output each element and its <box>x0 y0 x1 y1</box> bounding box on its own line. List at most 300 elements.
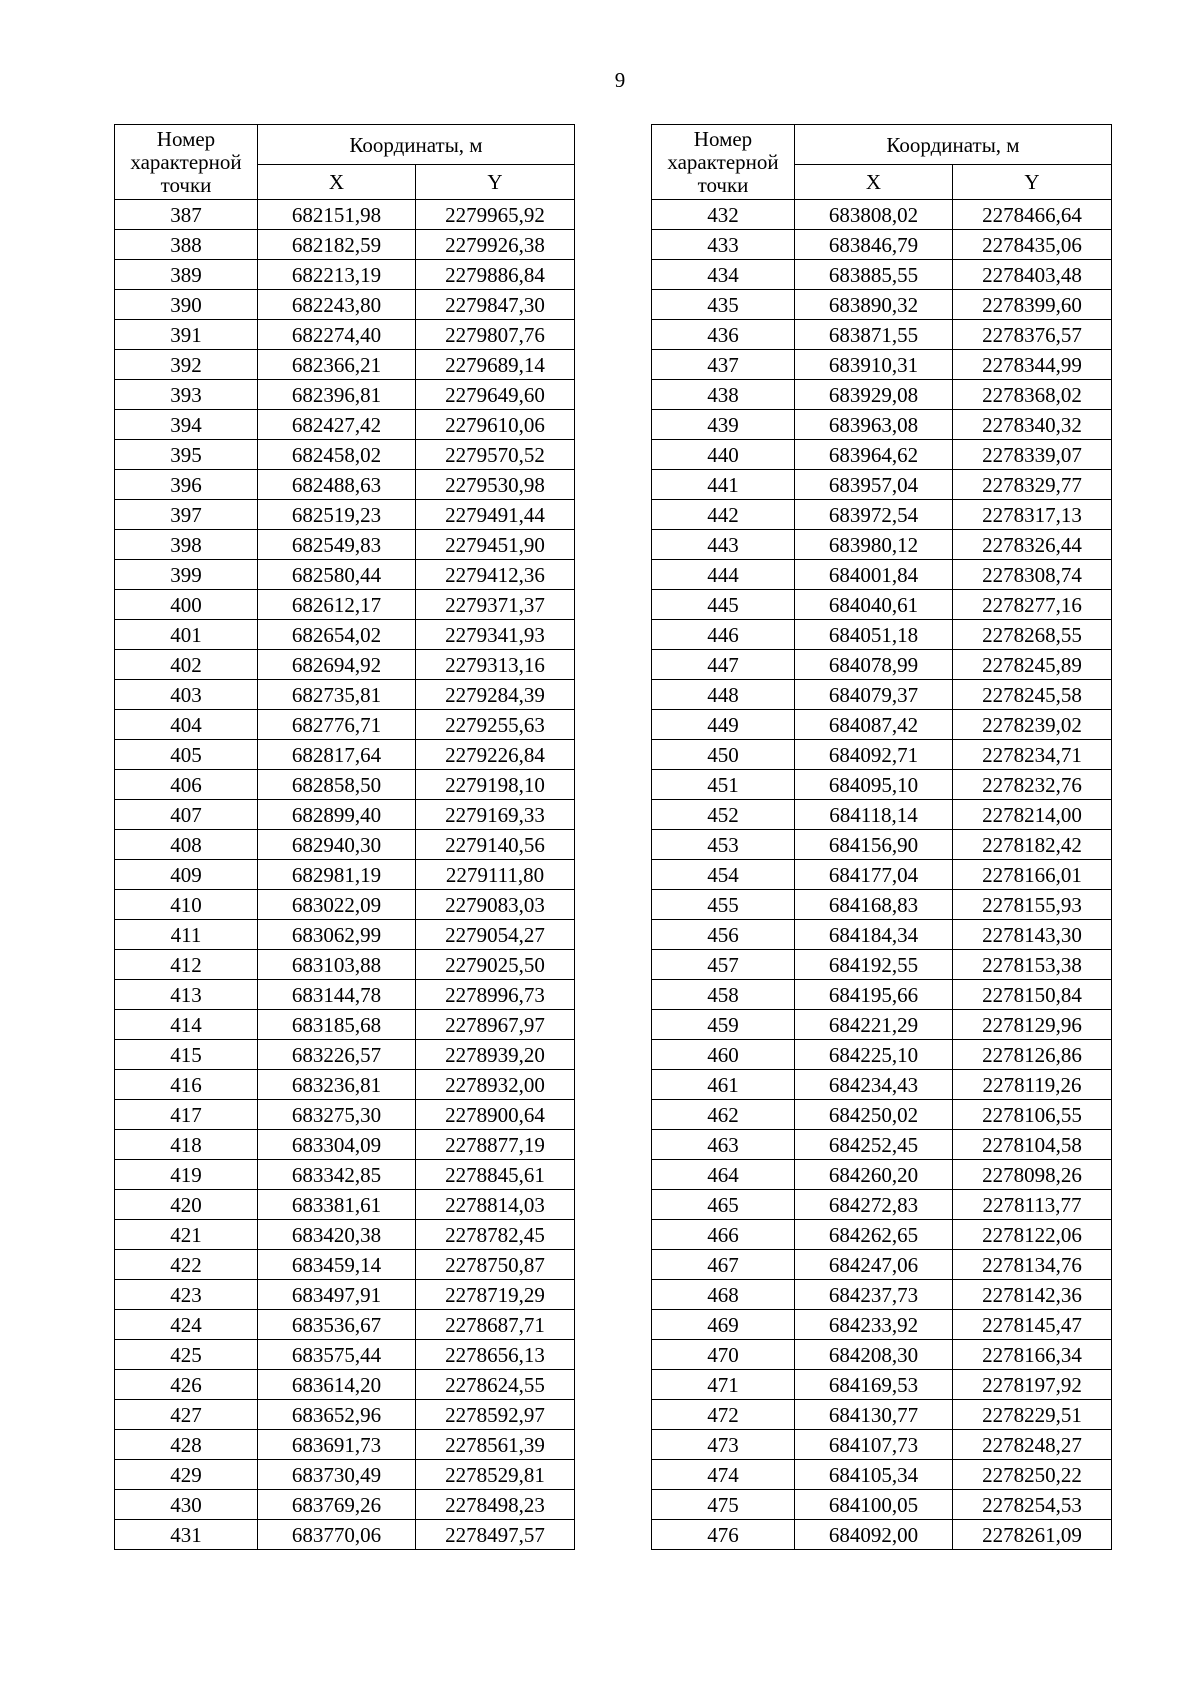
point-number-cell: 461 <box>652 1070 795 1100</box>
point-number-cell: 450 <box>652 740 795 770</box>
x-coordinate-cell: 682488,63 <box>258 470 416 500</box>
y-coordinate-cell: 2278261,09 <box>953 1520 1112 1550</box>
x-coordinate-cell: 683304,09 <box>258 1130 416 1160</box>
y-coordinate-cell: 2278250,22 <box>953 1460 1112 1490</box>
table-row <box>652 890 1112 920</box>
x-coordinate-cell: 684177,04 <box>795 860 953 890</box>
x-coordinate-cell: 684272,83 <box>795 1190 953 1220</box>
y-coordinate-cell: 2278113,77 <box>953 1190 1112 1220</box>
x-coordinate-cell: 684079,37 <box>795 680 953 710</box>
y-coordinate-cell: 2278122,06 <box>953 1220 1112 1250</box>
y-coordinate-cell: 2278166,34 <box>953 1340 1112 1370</box>
x-coordinate-cell: 682940,30 <box>258 830 416 860</box>
point-number-cell: 475 <box>652 1490 795 1520</box>
point-number-cell: 395 <box>115 440 258 470</box>
x-coordinate-cell: 682243,80 <box>258 290 416 320</box>
table-row <box>652 1190 1112 1220</box>
y-coordinate-cell: 2278229,51 <box>953 1400 1112 1430</box>
x-coordinate-cell: 684107,73 <box>795 1430 953 1460</box>
point-number-cell: 468 <box>652 1280 795 1310</box>
point-number-cell: 396 <box>115 470 258 500</box>
table-row <box>652 260 1112 290</box>
table-row <box>652 1400 1112 1430</box>
x-coordinate-cell: 682151,98 <box>258 200 416 230</box>
y-coordinate-cell: 2278932,00 <box>416 1070 575 1100</box>
table-row <box>652 980 1112 1010</box>
point-number-cell: 406 <box>115 770 258 800</box>
coordinates-header: Координаты, м <box>795 125 1112 165</box>
y-coordinate-cell: 2278245,58 <box>953 680 1112 710</box>
y-coordinate-cell: 2278814,03 <box>416 1190 575 1220</box>
x-coordinate-cell: 683185,68 <box>258 1010 416 1040</box>
table-row <box>652 500 1112 530</box>
x-coordinate-cell: 683963,08 <box>795 410 953 440</box>
table-row <box>115 1340 575 1370</box>
x-coordinate-cell: 684001,84 <box>795 560 953 590</box>
table-row <box>115 470 575 500</box>
point-number-cell: 389 <box>115 260 258 290</box>
y-coordinate-cell: 2278248,27 <box>953 1430 1112 1460</box>
table-row <box>115 740 575 770</box>
table-row <box>115 500 575 530</box>
y-coordinate-cell: 2278232,76 <box>953 770 1112 800</box>
y-coordinate-cell: 2278134,76 <box>953 1250 1112 1280</box>
table-row <box>652 320 1112 350</box>
table-row <box>115 710 575 740</box>
x-column-header: X <box>795 165 953 200</box>
point-number-cell: 441 <box>652 470 795 500</box>
table-row <box>115 950 575 980</box>
y-coordinate-cell: 2279807,76 <box>416 320 575 350</box>
y-coordinate-cell: 2278197,92 <box>953 1370 1112 1400</box>
x-coordinate-cell: 682817,64 <box>258 740 416 770</box>
x-coordinate-cell: 684130,77 <box>795 1400 953 1430</box>
point-number-cell: 417 <box>115 1100 258 1130</box>
x-coordinate-cell: 684087,42 <box>795 710 953 740</box>
point-number-cell: 448 <box>652 680 795 710</box>
point-number-cell: 394 <box>115 410 258 440</box>
point-number-cell: 433 <box>652 230 795 260</box>
y-coordinate-cell: 2279140,56 <box>416 830 575 860</box>
x-coordinate-cell: 684095,10 <box>795 770 953 800</box>
table-row <box>115 1190 575 1220</box>
table-row <box>115 410 575 440</box>
x-coordinate-cell: 684237,73 <box>795 1280 953 1310</box>
x-coordinate-cell: 683103,88 <box>258 950 416 980</box>
point-number-cell: 447 <box>652 650 795 680</box>
y-coordinate-cell: 2279570,52 <box>416 440 575 470</box>
point-number-cell: 398 <box>115 530 258 560</box>
table-row <box>115 1310 575 1340</box>
table-row <box>115 1250 575 1280</box>
point-number-cell: 471 <box>652 1370 795 1400</box>
x-coordinate-cell: 684100,05 <box>795 1490 953 1520</box>
y-coordinate-cell: 2278967,97 <box>416 1010 575 1040</box>
y-coordinate-cell: 2279083,03 <box>416 890 575 920</box>
point-number-cell: 388 <box>115 230 258 260</box>
y-coordinate-cell: 2278126,86 <box>953 1040 1112 1070</box>
point-number-cell: 449 <box>652 710 795 740</box>
y-coordinate-cell: 2278119,26 <box>953 1070 1112 1100</box>
x-coordinate-cell: 683964,62 <box>795 440 953 470</box>
point-number-cell: 416 <box>115 1070 258 1100</box>
coordinates-table-left <box>114 124 575 1550</box>
table-row <box>652 590 1112 620</box>
y-coordinate-cell: 2279341,93 <box>416 620 575 650</box>
y-coordinate-cell: 2279530,98 <box>416 470 575 500</box>
x-coordinate-cell: 683226,57 <box>258 1040 416 1070</box>
table-row <box>652 1160 1112 1190</box>
y-coordinate-cell: 2278155,93 <box>953 890 1112 920</box>
x-coordinate-cell: 684184,34 <box>795 920 953 950</box>
y-coordinate-cell: 2278268,55 <box>953 620 1112 650</box>
table-header <box>115 125 575 200</box>
table-row <box>652 1490 1112 1520</box>
point-number-cell: 387 <box>115 200 258 230</box>
x-coordinate-cell: 684092,00 <box>795 1520 953 1550</box>
table-row <box>652 290 1112 320</box>
point-number-cell: 408 <box>115 830 258 860</box>
point-number-cell: 429 <box>115 1460 258 1490</box>
table-row <box>115 350 575 380</box>
y-coordinate-cell: 2279689,14 <box>416 350 575 380</box>
x-coordinate-cell: 683957,04 <box>795 470 953 500</box>
table-row <box>652 1430 1112 1460</box>
coordinates-header: Координаты, м <box>258 125 575 165</box>
point-number-cell: 391 <box>115 320 258 350</box>
point-number-header: Номер характерной точки <box>652 125 795 200</box>
table-row <box>652 230 1112 260</box>
point-number-cell: 392 <box>115 350 258 380</box>
point-number-cell: 442 <box>652 500 795 530</box>
point-number-cell: 437 <box>652 350 795 380</box>
y-coordinate-cell: 2278403,48 <box>953 260 1112 290</box>
point-number-cell: 476 <box>652 1520 795 1550</box>
point-number-cell: 426 <box>115 1370 258 1400</box>
y-coordinate-cell: 2278339,07 <box>953 440 1112 470</box>
y-coordinate-cell: 2279886,84 <box>416 260 575 290</box>
table-row <box>652 560 1112 590</box>
point-number-cell: 397 <box>115 500 258 530</box>
table-row <box>652 860 1112 890</box>
y-coordinate-cell: 2279847,30 <box>416 290 575 320</box>
table-row <box>115 1160 575 1190</box>
point-number-cell: 440 <box>652 440 795 470</box>
x-coordinate-cell: 682694,92 <box>258 650 416 680</box>
point-number-cell: 407 <box>115 800 258 830</box>
point-number-cell: 472 <box>652 1400 795 1430</box>
point-number-cell: 390 <box>115 290 258 320</box>
table-row <box>652 350 1112 380</box>
y-coordinate-cell: 2278687,71 <box>416 1310 575 1340</box>
table-row <box>652 800 1112 830</box>
x-coordinate-cell: 682458,02 <box>258 440 416 470</box>
x-coordinate-cell: 684247,06 <box>795 1250 953 1280</box>
point-number-cell: 427 <box>115 1400 258 1430</box>
point-number-cell: 462 <box>652 1100 795 1130</box>
y-coordinate-cell: 2278106,55 <box>953 1100 1112 1130</box>
table-row <box>115 530 575 560</box>
x-coordinate-cell: 683980,12 <box>795 530 953 560</box>
y-coordinate-cell: 2279284,39 <box>416 680 575 710</box>
table-row <box>652 440 1112 470</box>
point-number-cell: 401 <box>115 620 258 650</box>
x-coordinate-cell: 684169,53 <box>795 1370 953 1400</box>
table-row <box>652 1520 1112 1550</box>
y-coordinate-cell: 2279226,84 <box>416 740 575 770</box>
point-number-cell: 432 <box>652 200 795 230</box>
x-coordinate-cell: 683691,73 <box>258 1430 416 1460</box>
point-number-cell: 463 <box>652 1130 795 1160</box>
point-number-cell: 413 <box>115 980 258 1010</box>
table-row <box>652 1010 1112 1040</box>
x-coordinate-cell: 684221,29 <box>795 1010 953 1040</box>
point-number-cell: 431 <box>115 1520 258 1550</box>
point-number-cell: 452 <box>652 800 795 830</box>
x-coordinate-cell: 684225,10 <box>795 1040 953 1070</box>
table-row <box>652 470 1112 500</box>
x-coordinate-cell: 683342,85 <box>258 1160 416 1190</box>
table-row <box>652 920 1112 950</box>
point-number-cell: 411 <box>115 920 258 950</box>
x-coordinate-cell: 684192,55 <box>795 950 953 980</box>
table-row <box>115 980 575 1010</box>
table-row <box>652 1100 1112 1130</box>
table-row <box>115 920 575 950</box>
point-number-cell: 445 <box>652 590 795 620</box>
coordinates-table-right <box>651 124 1112 1550</box>
x-coordinate-cell: 683275,30 <box>258 1100 416 1130</box>
point-number-cell: 457 <box>652 950 795 980</box>
y-coordinate-cell: 2278098,26 <box>953 1160 1112 1190</box>
x-coordinate-cell: 684051,18 <box>795 620 953 650</box>
table-row <box>115 890 575 920</box>
y-coordinate-cell: 2278254,53 <box>953 1490 1112 1520</box>
x-coordinate-cell: 684250,02 <box>795 1100 953 1130</box>
x-coordinate-cell: 683614,20 <box>258 1370 416 1400</box>
table-row <box>115 860 575 890</box>
y-coordinate-cell: 2278368,02 <box>953 380 1112 410</box>
x-coordinate-cell: 682427,42 <box>258 410 416 440</box>
y-coordinate-cell: 2279412,36 <box>416 560 575 590</box>
table-row <box>115 1370 575 1400</box>
point-number-cell: 425 <box>115 1340 258 1370</box>
table-row <box>115 800 575 830</box>
x-coordinate-cell: 683885,55 <box>795 260 953 290</box>
point-number-cell: 393 <box>115 380 258 410</box>
x-coordinate-cell: 683144,78 <box>258 980 416 1010</box>
table-row <box>115 440 575 470</box>
x-coordinate-cell: 684262,65 <box>795 1220 953 1250</box>
y-coordinate-cell: 2278166,01 <box>953 860 1112 890</box>
point-number-cell: 456 <box>652 920 795 950</box>
y-column-header: Y <box>416 165 575 200</box>
y-coordinate-cell: 2278719,29 <box>416 1280 575 1310</box>
table-row <box>652 1460 1112 1490</box>
point-number-cell: 459 <box>652 1010 795 1040</box>
point-number-cell: 430 <box>115 1490 258 1520</box>
y-coordinate-cell: 2278344,99 <box>953 350 1112 380</box>
x-coordinate-cell: 682580,44 <box>258 560 416 590</box>
table-row <box>652 1370 1112 1400</box>
y-coordinate-cell: 2278750,87 <box>416 1250 575 1280</box>
point-number-cell: 465 <box>652 1190 795 1220</box>
table-row <box>652 380 1112 410</box>
x-coordinate-cell: 684234,43 <box>795 1070 953 1100</box>
x-coordinate-cell: 683871,55 <box>795 320 953 350</box>
table-row <box>652 1130 1112 1160</box>
table-row <box>115 230 575 260</box>
y-coordinate-cell: 2278214,00 <box>953 800 1112 830</box>
y-coordinate-cell: 2278656,13 <box>416 1340 575 1370</box>
y-coordinate-cell: 2278592,97 <box>416 1400 575 1430</box>
point-number-cell: 409 <box>115 860 258 890</box>
y-coordinate-cell: 2279255,63 <box>416 710 575 740</box>
x-coordinate-cell: 682213,19 <box>258 260 416 290</box>
y-coordinate-cell: 2279198,10 <box>416 770 575 800</box>
y-coordinate-cell: 2278340,32 <box>953 410 1112 440</box>
x-coordinate-cell: 682654,02 <box>258 620 416 650</box>
point-number-cell: 464 <box>652 1160 795 1190</box>
y-coordinate-cell: 2279313,16 <box>416 650 575 680</box>
x-coordinate-cell: 683910,31 <box>795 350 953 380</box>
point-number-cell: 400 <box>115 590 258 620</box>
table-row <box>652 1280 1112 1310</box>
point-number-cell: 466 <box>652 1220 795 1250</box>
table-row <box>115 1280 575 1310</box>
x-coordinate-cell: 684118,14 <box>795 800 953 830</box>
x-column-header: X <box>258 165 416 200</box>
x-coordinate-cell: 683890,32 <box>795 290 953 320</box>
y-coordinate-cell: 2278497,57 <box>416 1520 575 1550</box>
y-coordinate-cell: 2278153,38 <box>953 950 1112 980</box>
point-number-cell: 453 <box>652 830 795 860</box>
x-coordinate-cell: 683929,08 <box>795 380 953 410</box>
y-coordinate-cell: 2279025,50 <box>416 950 575 980</box>
table-header <box>652 125 1112 200</box>
x-coordinate-cell: 682899,40 <box>258 800 416 830</box>
y-coordinate-cell: 2278435,06 <box>953 230 1112 260</box>
y-coordinate-cell: 2278308,74 <box>953 560 1112 590</box>
y-coordinate-cell: 2279169,33 <box>416 800 575 830</box>
point-number-cell: 436 <box>652 320 795 350</box>
table-row <box>115 1040 575 1070</box>
table-row <box>115 560 575 590</box>
y-coordinate-cell: 2278239,02 <box>953 710 1112 740</box>
x-coordinate-cell: 682366,21 <box>258 350 416 380</box>
x-coordinate-cell: 682776,71 <box>258 710 416 740</box>
table-row <box>115 1070 575 1100</box>
x-coordinate-cell: 684195,66 <box>795 980 953 1010</box>
page-number: 9 <box>614 68 626 92</box>
point-number-cell: 451 <box>652 770 795 800</box>
table-row <box>652 1340 1112 1370</box>
point-number-cell: 422 <box>115 1250 258 1280</box>
table-row <box>115 380 575 410</box>
table-row <box>115 320 575 350</box>
table-row <box>652 1040 1112 1070</box>
point-number-cell: 474 <box>652 1460 795 1490</box>
y-coordinate-cell: 2278104,58 <box>953 1130 1112 1160</box>
point-number-cell: 412 <box>115 950 258 980</box>
point-number-cell: 420 <box>115 1190 258 1220</box>
point-number-cell: 421 <box>115 1220 258 1250</box>
point-number-cell: 434 <box>652 260 795 290</box>
y-coordinate-cell: 2279649,60 <box>416 380 575 410</box>
x-coordinate-cell: 683497,91 <box>258 1280 416 1310</box>
point-number-cell: 470 <box>652 1340 795 1370</box>
y-coordinate-cell: 2279491,44 <box>416 500 575 530</box>
y-coordinate-cell: 2278326,44 <box>953 530 1112 560</box>
table-body <box>652 200 1112 1550</box>
y-coordinate-cell: 2278277,16 <box>953 590 1112 620</box>
point-number-cell: 446 <box>652 620 795 650</box>
table-row <box>115 1520 575 1550</box>
point-number-cell: 418 <box>115 1130 258 1160</box>
y-coordinate-cell: 2278150,84 <box>953 980 1112 1010</box>
point-number-cell: 444 <box>652 560 795 590</box>
table-row <box>115 1100 575 1130</box>
x-coordinate-cell: 682981,19 <box>258 860 416 890</box>
x-coordinate-cell: 682396,81 <box>258 380 416 410</box>
y-coordinate-cell: 2278329,77 <box>953 470 1112 500</box>
x-coordinate-cell: 684078,99 <box>795 650 953 680</box>
table-row <box>652 680 1112 710</box>
point-number-cell: 403 <box>115 680 258 710</box>
table-row <box>115 650 575 680</box>
table-row <box>115 1400 575 1430</box>
point-number-cell: 454 <box>652 860 795 890</box>
x-coordinate-cell: 683459,14 <box>258 1250 416 1280</box>
x-coordinate-cell: 684156,90 <box>795 830 953 860</box>
y-coordinate-cell: 2278529,81 <box>416 1460 575 1490</box>
y-coordinate-cell: 2279371,37 <box>416 590 575 620</box>
table-row <box>652 650 1112 680</box>
point-number-cell: 469 <box>652 1310 795 1340</box>
y-coordinate-cell: 2279965,92 <box>416 200 575 230</box>
y-coordinate-cell: 2278142,36 <box>953 1280 1112 1310</box>
point-number-cell: 402 <box>115 650 258 680</box>
point-number-cell: 458 <box>652 980 795 1010</box>
y-column-header: Y <box>953 165 1112 200</box>
x-coordinate-cell: 683062,99 <box>258 920 416 950</box>
x-coordinate-cell: 682182,59 <box>258 230 416 260</box>
point-number-cell: 460 <box>652 1040 795 1070</box>
point-number-cell: 473 <box>652 1430 795 1460</box>
table-row <box>652 1250 1112 1280</box>
table-row <box>115 200 575 230</box>
x-coordinate-cell: 682274,40 <box>258 320 416 350</box>
point-number-cell: 435 <box>652 290 795 320</box>
table-row <box>115 1220 575 1250</box>
x-coordinate-cell: 683770,06 <box>258 1520 416 1550</box>
x-coordinate-cell: 683420,38 <box>258 1220 416 1250</box>
point-number-cell: 415 <box>115 1040 258 1070</box>
point-number-cell: 443 <box>652 530 795 560</box>
y-coordinate-cell: 2278376,57 <box>953 320 1112 350</box>
y-coordinate-cell: 2279111,80 <box>416 860 575 890</box>
table-row <box>115 1430 575 1460</box>
table-row <box>652 200 1112 230</box>
point-number-cell: 414 <box>115 1010 258 1040</box>
table-row <box>115 1130 575 1160</box>
point-number-cell: 438 <box>652 380 795 410</box>
x-coordinate-cell: 684260,20 <box>795 1160 953 1190</box>
y-coordinate-cell: 2278782,45 <box>416 1220 575 1250</box>
x-coordinate-cell: 683381,61 <box>258 1190 416 1220</box>
point-number-cell: 439 <box>652 410 795 440</box>
table-row <box>652 1310 1112 1340</box>
